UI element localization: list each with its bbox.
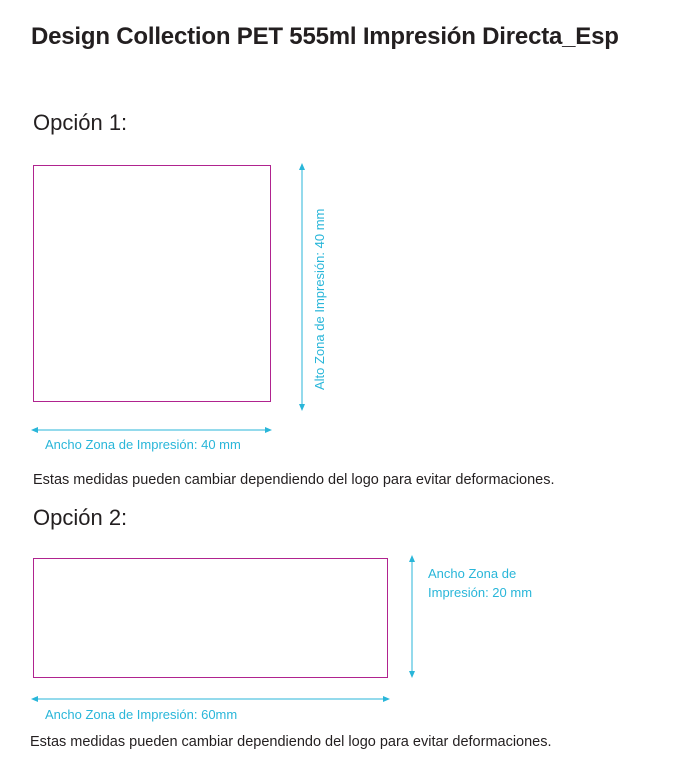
option-1-height-label: Alto Zona de Impresión: 40 mm bbox=[312, 208, 327, 390]
page-title: Design Collection PET 555ml Impresión Directa_Esp bbox=[31, 23, 619, 50]
option-1-width-arrowhead-right bbox=[265, 427, 272, 433]
option-2-heading: Opción 2: bbox=[33, 505, 128, 530]
option-2-width-arrowhead-left bbox=[31, 696, 38, 702]
option-2-height-arrowhead-bottom bbox=[409, 671, 415, 678]
option-2-height-label-line1: Ancho Zona de bbox=[428, 566, 517, 581]
option-2-height-arrowhead-top bbox=[409, 555, 415, 562]
option-2-width-label: Ancho Zona de Impresión: 60mm bbox=[45, 707, 238, 722]
option-1-heading: Opción 1: bbox=[33, 110, 128, 135]
option-2-note: Estas medidas pueden cambiar dependiendo del logo para evitar deformaciones. bbox=[30, 734, 552, 750]
option-2-width-arrowhead-right bbox=[383, 696, 390, 702]
option-1-width-label: Ancho Zona de Impresión: 40 mm bbox=[45, 437, 241, 452]
option-1-width-arrowhead-left bbox=[31, 427, 38, 433]
option-1-height-arrowhead-top bbox=[299, 163, 305, 170]
option-1-height-arrowhead-bottom bbox=[299, 404, 305, 411]
option-1-note: Estas medidas pueden cambiar dependiendo del logo para evitar deformaciones. bbox=[33, 472, 555, 488]
option-2-height-label-line2: Impresión: 20 mm bbox=[428, 585, 533, 600]
